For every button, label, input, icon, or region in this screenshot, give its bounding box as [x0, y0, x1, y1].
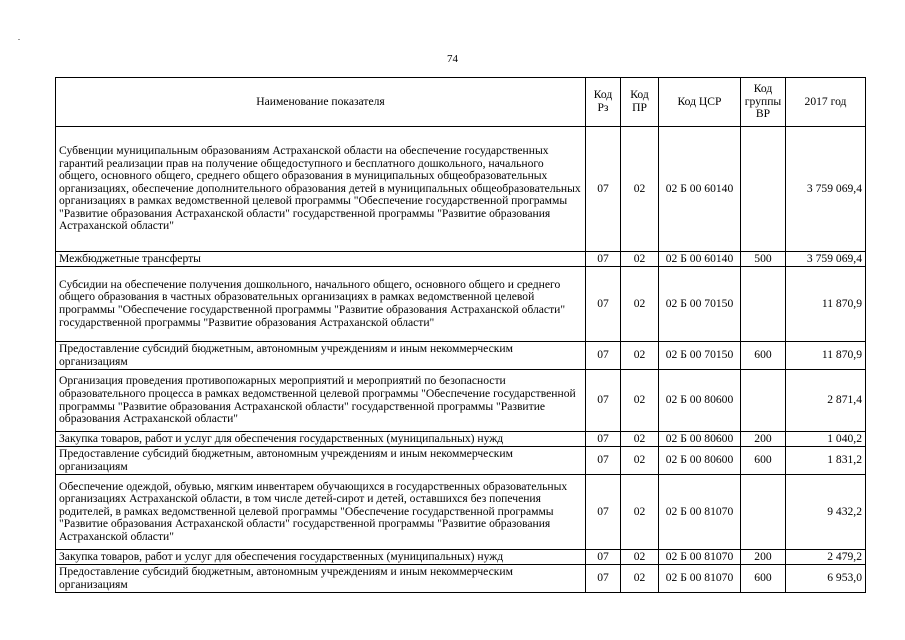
row-vr: 200: [741, 550, 786, 565]
row-amount: 2 479,2: [786, 550, 866, 565]
row-name: Закупка товаров, работ и услуг для обеспечения государственных (муниципальных) нужд: [56, 550, 586, 565]
row-amount: 11 870,9: [786, 342, 866, 370]
table-row: [56, 342, 866, 370]
row-rz: 07: [586, 565, 621, 593]
budget-table: [55, 77, 866, 593]
row-vr: [741, 475, 786, 550]
table-row: [56, 252, 866, 267]
header-vr: Код группы ВР: [741, 78, 786, 127]
row-rz: 07: [586, 475, 621, 550]
table-row: [56, 432, 866, 447]
row-pr: 02: [621, 267, 659, 342]
row-csr: 02 Б 00 70150: [659, 267, 741, 342]
row-pr: 02: [621, 127, 659, 252]
row-pr: 02: [621, 432, 659, 447]
row-amount: 3 759 069,4: [786, 127, 866, 252]
row-name: Закупка товаров, работ и услуг для обеспечения государственных (муниципальных) нужд: [56, 432, 586, 447]
row-csr: 02 Б 00 80600: [659, 370, 741, 432]
row-vr: [741, 267, 786, 342]
row-csr: 02 Б 00 80600: [659, 447, 741, 475]
row-rz: 07: [586, 267, 621, 342]
row-csr: 02 Б 00 60140: [659, 127, 741, 252]
table-row: [56, 267, 866, 342]
row-rz: 07: [586, 370, 621, 432]
row-name: Обеспечение одеждой, обувью, мягким инвентарем обучающихся в государственных образовательных организациях Астраханской области, в том числе детей-сирот и детей, оставшихся без попечения родителей, в рамках ведомственной целевой программы "Обеспечение государственной программы "Развитие образования Астраханской области" государственной программы "Развитие образования Астраханской области": [56, 475, 586, 550]
row-csr: 02 Б 00 81070: [659, 550, 741, 565]
header-csr: Код ЦСР: [659, 78, 741, 127]
row-pr: 02: [621, 342, 659, 370]
header-year: 2017 год: [786, 78, 866, 127]
row-vr: [741, 127, 786, 252]
header-name: Наименование показателя: [56, 78, 586, 127]
row-csr: 02 Б 00 81070: [659, 565, 741, 593]
row-csr: 02 Б 00 81070: [659, 475, 741, 550]
table-row: [56, 127, 866, 252]
row-pr: 02: [621, 252, 659, 267]
row-rz: 07: [586, 432, 621, 447]
row-rz: 07: [586, 342, 621, 370]
row-amount: 2 871,4: [786, 370, 866, 432]
row-vr: 600: [741, 342, 786, 370]
row-pr: 02: [621, 550, 659, 565]
row-vr: [741, 370, 786, 432]
row-csr: 02 Б 00 70150: [659, 342, 741, 370]
row-name: Предоставление субсидий бюджетным, автономным учреждениям и иным некоммерческим организациям: [56, 565, 586, 593]
row-vr: 500: [741, 252, 786, 267]
row-rz: 07: [586, 252, 621, 267]
page-number: 74: [447, 53, 458, 65]
row-pr: 02: [621, 447, 659, 475]
row-rz: 07: [586, 550, 621, 565]
row-name: Предоставление субсидий бюджетным, автономным учреждениям и иным некоммерческим организациям: [56, 447, 586, 475]
row-vr: 600: [741, 565, 786, 593]
table-row: [56, 475, 866, 550]
header-pr: Код ПР: [621, 78, 659, 127]
row-amount: 1 831,2: [786, 447, 866, 475]
row-rz: 07: [586, 127, 621, 252]
row-amount: 11 870,9: [786, 267, 866, 342]
row-name: Организация проведения противопожарных мероприятий и мероприятий по безопасности образовательного процесса в рамках ведомственной целевой программы "Обеспечение государственной программы "Развитие образования Астраханской области" государственной программы "Развитие образования Астраханской области": [56, 370, 586, 432]
row-amount: 9 432,2: [786, 475, 866, 550]
table-row: [56, 370, 866, 432]
row-pr: 02: [621, 475, 659, 550]
row-vr: 600: [741, 447, 786, 475]
row-csr: 02 Б 00 60140: [659, 252, 741, 267]
row-name: Субвенции муниципальным образованиям Астраханской области на обеспечение государственных гарантий реализации прав на получение общедоступного и бесплатного дошкольного, начального общего, основного общего, среднего общего образования в муниципальных общеобразовательных организациях, обеспечение дополнительного образования детей в муниципальных общеобразовательных организациях в рамках ведомственной целевой программы "Обеспечение государственной программы "Развитие образования Астраханской области" государственной программы "Развитие образования Астраханской области": [56, 127, 586, 252]
table-row: [56, 565, 866, 593]
scan-speck: [18, 39, 20, 40]
row-amount: 6 953,0: [786, 565, 866, 593]
table-row: [56, 447, 866, 475]
row-csr: 02 Б 00 80600: [659, 432, 741, 447]
row-name: Межбюджетные трансферты: [56, 252, 586, 267]
row-name: Субсидии на обеспечение получения дошкольного, начального общего, основного общего и среднего общего образования в частных образовательных организациях в рамках ведомственной целевой программы "Обеспечение государственной программы "Развитие образования Астраханской области" государственной программы "Развитие образования Астраханской области": [56, 267, 586, 342]
table-body: [56, 127, 866, 593]
row-amount: 3 759 069,4: [786, 252, 866, 267]
row-name: Предоставление субсидий бюджетным, автономным учреждениям и иным некоммерческим организациям: [56, 342, 586, 370]
row-rz: 07: [586, 447, 621, 475]
row-pr: 02: [621, 370, 659, 432]
row-amount: 1 040,2: [786, 432, 866, 447]
table-row: [56, 550, 866, 565]
row-pr: 02: [621, 565, 659, 593]
row-vr: 200: [741, 432, 786, 447]
table-header: [56, 78, 866, 127]
header-rz: Код Рз: [586, 78, 621, 127]
